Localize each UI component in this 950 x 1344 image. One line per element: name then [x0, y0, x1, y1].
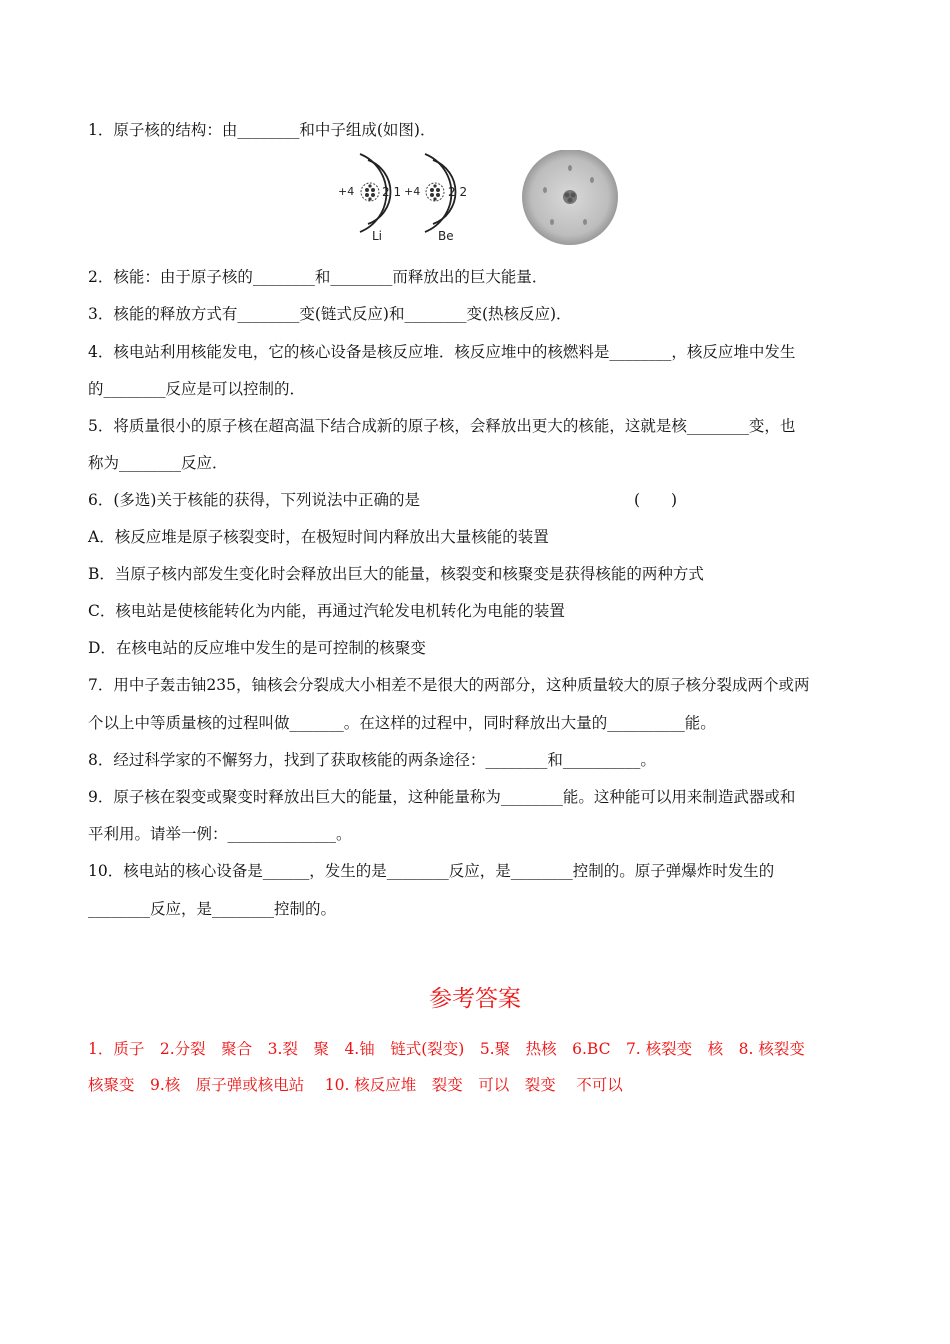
question-7-line-2: 个以上中等质量核的过程叫做_______。在这样的过程中，同时释放出大量的__________能。	[88, 714, 716, 732]
li-shell-electrons: 2 1	[382, 185, 402, 199]
answers-line-2: 核聚变 9.核 原子弹或核电站 10. 核反应堆 裂变 可以 裂变 不可以	[88, 1076, 623, 1094]
answers-title: 参考答案	[429, 986, 521, 1012]
question-4-line-2: 的________反应是可以控制的．	[88, 380, 306, 398]
question-6-option-b: B．当原子核内部发生变化时会释放出巨大的能量，核裂变和核聚变是获得核能的两种方式	[88, 565, 704, 583]
answers-line-1: 1．质子 2.分裂 聚合 3.裂 聚 4.铀 链式(裂变) 5.聚 热核 6.BC 7. 核裂变 核 8. 核裂变	[88, 1040, 805, 1058]
question-9-line-1: 9．原子核在裂变或聚变时释放出巨大的能量，这种能量称为________能。这种能可以用来制造武器或和	[88, 788, 796, 806]
question-6: 6．(多选)关于核能的获得，下列说法中正确的是	[88, 491, 420, 509]
question-3: 3．核能的释放方式有________变(链式反应)和________变(热核反应)．	[88, 305, 572, 323]
question-4-line-1: 4．核电站利用核能发电，它的核心设备是核反应堆．核反应堆中的核燃料是________，核反应堆中发生	[88, 343, 796, 361]
question-7-line-1: 7．用中子轰击铀235，铀核会分裂成大小相差不是很大的两部分，这种质量较大的原子核分裂成两个或两	[88, 676, 810, 694]
be-charge: +4	[404, 185, 421, 198]
li-atom	[338, 154, 401, 243]
atom-diagram	[330, 150, 620, 250]
atom-sphere-illustration	[522, 150, 618, 245]
question-10-line-2: ________反应，是________控制的。	[88, 900, 337, 918]
question-1: 1．原子核的结构：由________和中子组成(如图)．	[88, 121, 436, 139]
question-8: 8．经过科学家的不懈努力，找到了获取核能的两条途径：________和__________。	[88, 751, 656, 769]
question-5-line-2: 称为________反应．	[88, 454, 228, 472]
question-9-line-2: 平利用。请举一例：______________。	[88, 825, 352, 843]
question-2: 2．核能：由于原子核的________和________而释放出的巨大能量．	[88, 268, 548, 286]
question-6-option-a: A．核反应堆是原子核裂变时，在极短时间内释放出大量核能的装置	[88, 528, 549, 546]
be-shell-electrons: 2 2	[448, 185, 468, 199]
question-6-option-c: C．核电站是使核能转化为内能，再通过汽轮发电机转化为电能的装置	[88, 602, 565, 620]
atom-structure-figure	[330, 150, 620, 250]
question-10-line-1: 10．核电站的核心设备是______，发生的是________反应，是________控制的。原子弹爆炸时发生的	[88, 862, 775, 880]
question-5-line-1: 5．将质量很小的原子核在超高温下结合成新的原子核，会释放出更大的核能，这就是核________变，也	[88, 417, 796, 435]
li-charge: +4	[338, 185, 355, 198]
li-label: Li	[372, 229, 383, 243]
question-6-answer-paren: ( )	[634, 491, 678, 509]
be-atom	[404, 154, 467, 243]
question-6-option-d: D．在核电站的反应堆中发生的是可控制的核聚变	[88, 639, 426, 657]
be-label: Be	[438, 229, 454, 243]
